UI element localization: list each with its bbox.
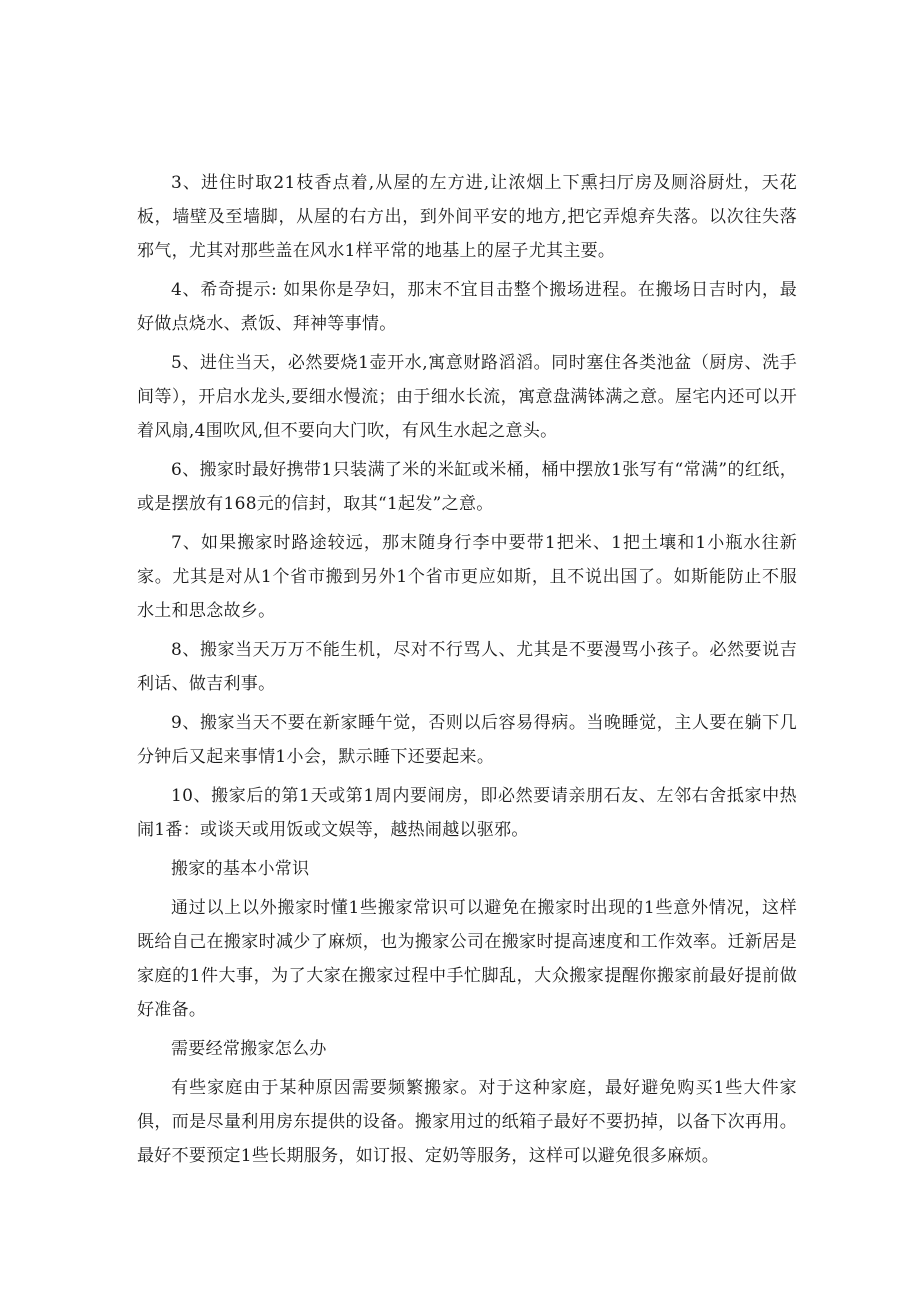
paragraph-tip-4: 4、希奇提示: 如果你是孕妇，那末不宜目击整个搬场进程。在搬场日吉时内，最好做点烧水、煮饭、拜神等事情。 <box>137 280 797 334</box>
paragraph-tip-9: 9、搬家当天不要在新家睡午觉，否则以后容易得病。当晚睡觉，主人要在躺下几分钟后又起来事情1小会，默示睡下还要起来。 <box>137 713 797 767</box>
paragraph-tip-6: 6、搬家时最好携带1只装满了米的米缸或米桶，桶中摆放1张写有“常满”的红纸，或是摆放有168元的信封，取其“1起发”之意。 <box>137 460 797 514</box>
paragraph-tip-7: 7、如果搬家时路途较远，那末随身行李中要带1把米、1把土壤和1小瓶水往新家。尤其是对从1个省市搬到另外1个省市更应如斯，且不说出国了。如斯能防止不服水土和思念故乡。 <box>137 533 797 621</box>
document-body <box>137 166 797 1178</box>
section-heading-frequent-moving: 需要经常搬家怎么办 <box>171 1039 327 1059</box>
section-heading-basic-knowledge: 搬家的基本小常识 <box>171 859 310 879</box>
paragraph-tip-10: 10、搬家后的第1天或第1周内要闹房，即必然要请亲朋石友、左邻右舍抵家中热闹1番：或谈天或用饭或文娱等，越热闹越以驱邪。 <box>137 786 797 840</box>
paragraph-tip-5: 5、进住当天，必然要烧1壶开水,寓意财路滔滔。同时塞住各类池盆（厨房、洗手间等），开启水龙头,要细水慢流；由于细水长流，寓意盘满钵满之意。屋宅内还可以开着风扇,4围吹风,但不要向大门吹，有风生水起之意头。 <box>137 353 797 441</box>
paragraph-tip-3: 3、进住时取21枝香点着,从屋的左方进,让浓烟上下熏扫厅房及厕浴厨灶，天花板，墙壁及至墙脚，从屋的右方出，到外间平安的地方,把它弄熄弃失落。以次往失落邪气，尤其对那些盖在风水1样平常的地基上的屋子尤其主要。 <box>137 173 797 261</box>
paragraph-frequent-moving: 有些家庭由于某种原因需要频繁搬家。对于这种家庭，最好避免购买1些大件家俱，而是尽量利用房东提供的设备。搬家用过的纸箱子最好不要扔掉，以备下次再用。最好不要预定1些长期服务，如订报、定奶等服务，这样可以避免很多麻烦。 <box>137 1078 797 1166</box>
paragraph-basic-knowledge: 通过以上以外搬家时懂1些搬家常识可以避免在搬家时出现的1些意外情况，这样既给自己在搬家时减少了麻烦，也为搬家公司在搬家时提高速度和工作效率。迁新居是家庭的1件大事，为了大家在搬家过程中手忙脚乱，大众搬家提醒你搬家前最好提前做好准备。 <box>137 898 797 1020</box>
paragraph-tip-8: 8、搬家当天万万不能生机，尽对不行骂人、尤其是不要漫骂小孩子。必然要说吉利话、做吉利事。 <box>137 640 797 694</box>
